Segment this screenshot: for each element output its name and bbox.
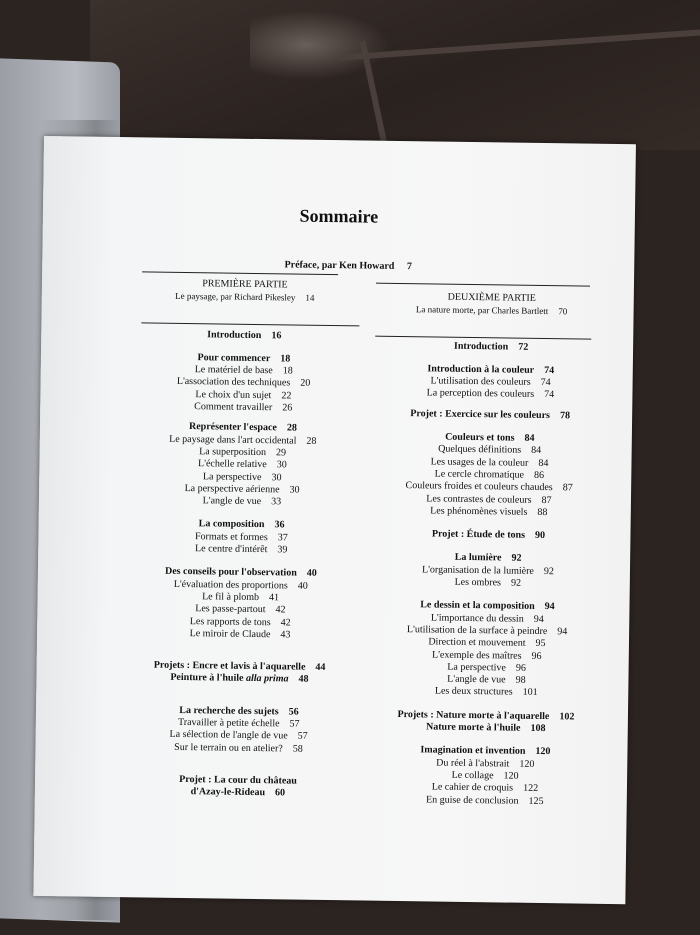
toc-label: Formats et formes: [194, 530, 268, 543]
toc-section: [370, 362, 610, 402]
page-title: Sommaire: [299, 205, 379, 227]
toc-page: 90: [534, 530, 546, 542]
toc-label: Projet : La cour du château: [179, 773, 297, 787]
toc-page: 84: [524, 432, 535, 444]
toc-section: [365, 744, 606, 809]
toc-page: 95: [535, 638, 546, 650]
toc-label: Les usages de la couleur: [430, 456, 529, 469]
toc-page: 122: [523, 782, 539, 795]
toc-page: 120: [535, 746, 551, 758]
toc-section: [116, 518, 366, 558]
toc-page: 125: [528, 795, 544, 807]
toc-label: Introduction à la couleur: [427, 363, 535, 376]
toc-page: 94: [557, 626, 568, 638]
toc-column-right: [365, 291, 612, 809]
toc-page: 57: [297, 730, 308, 743]
toc-page: 20: [300, 378, 311, 390]
toc-section: [368, 551, 608, 591]
toc-page: 57: [289, 718, 300, 730]
toc-column-left: [113, 277, 370, 801]
toc-label: La lumière: [454, 552, 502, 564]
toc-page: 40: [297, 580, 308, 592]
toc-label: Du réel à l'abstrait: [436, 757, 510, 770]
toc-page: 74: [540, 377, 551, 389]
toc-page: 40: [306, 568, 317, 580]
toc-label: Imagination et invention: [420, 744, 526, 758]
contents-page: [33, 136, 636, 904]
toc-label: Les deux structures: [434, 685, 513, 699]
toc-label: d'Azay-le-Rideau: [190, 786, 266, 799]
toc-label: Le choix d'un sujet: [195, 388, 272, 401]
toc-page: 108: [530, 722, 546, 735]
toc-label: Les contrastes de couleurs: [426, 492, 532, 506]
toc-page: 30: [276, 459, 287, 471]
toc-page: 30: [271, 471, 282, 483]
toc-label: La perspective: [447, 661, 506, 674]
toc-page: 72: [518, 341, 529, 353]
toc-label: Travailler à petite échelle: [177, 716, 280, 730]
toc-page: 18: [280, 353, 291, 365]
toc-label: Projets : Nature morte à l'aquarelle: [397, 708, 550, 722]
toc-page: 28: [306, 435, 317, 447]
toc-entry: [365, 793, 605, 809]
toc-page: 26: [282, 402, 293, 414]
toc-label: Couleurs froides et couleurs chaudes: [405, 480, 553, 494]
toc-page: 58: [292, 743, 303, 755]
preface-label: Préface, par Ken Howard: [284, 259, 395, 272]
toc-label: Introduction: [207, 328, 262, 341]
toc-page: 74: [544, 364, 555, 377]
toc-label: Le matériel de base: [194, 364, 273, 377]
toc-page: 92: [510, 577, 522, 589]
toc-label: Nature morte à l'huile: [425, 721, 521, 734]
toc-label: Représenter l'espace: [188, 421, 277, 434]
toc-label: Le dessin et la composition: [420, 599, 535, 613]
toc-page: 41: [268, 592, 280, 604]
toc-page: 101: [522, 687, 538, 699]
toc-section: [115, 565, 366, 642]
toc-page: 43: [280, 629, 291, 641]
toc-label: Le cercle chromatique: [434, 468, 525, 481]
toc-label: La perception des couleurs: [426, 387, 535, 401]
toc-label: Projets : Encre et lavis à l'aquarelle: [153, 659, 306, 673]
toc-label: Direction et mouvement: [428, 636, 526, 650]
toc-label-italic: alla prima: [245, 673, 289, 685]
divider-rule: [142, 271, 338, 275]
toc-label: La perspective: [202, 470, 262, 483]
part-heading: DEUXIÈME PARTIE: [447, 291, 536, 304]
toc-page: 92: [511, 553, 522, 565]
toc-label: Projet : Étude de tons: [431, 528, 526, 541]
toc-page: 39: [277, 544, 288, 556]
toc-section: [113, 704, 364, 757]
toc-label: En guise de conclusion: [425, 793, 519, 807]
part-subtitle-page: 70: [558, 306, 568, 317]
toc-page: 87: [541, 494, 552, 506]
toc-label: L'échelle relative: [197, 458, 267, 471]
toc-page: 16: [271, 329, 282, 341]
toc-page: 94: [544, 601, 555, 613]
toc-page: 42: [275, 604, 286, 616]
toc-section: [117, 420, 368, 510]
toc-page: 56: [288, 706, 299, 718]
toc-page: 96: [531, 650, 542, 662]
toc-label: L'utilisation des couleurs: [430, 375, 531, 389]
toc-page: 120: [519, 758, 535, 770]
toc-label: La recherche des sujets: [179, 704, 279, 718]
toc-page: 87: [562, 482, 573, 494]
toc-label: Le miroir de Claude: [189, 627, 271, 641]
toc-label: Sur le terrain ou en atelier?: [174, 741, 283, 755]
toc-page: 98: [515, 674, 526, 686]
toc-page: 33: [271, 496, 282, 508]
toc-label: Quelques définitions: [438, 443, 522, 457]
toc-label: La composition: [198, 518, 265, 531]
part-subtitle-label: La nature morte, par Charles Bartlett: [415, 304, 549, 317]
toc-page: 74: [544, 389, 555, 401]
toc-page: 102: [559, 710, 575, 723]
toc-label: Le fil à plomb: [202, 591, 260, 603]
toc-page: 78: [559, 410, 571, 422]
toc-label: Peinture à l'huile: [170, 672, 247, 685]
toc-label: Couleurs et tons: [445, 431, 515, 444]
toc-page: 28: [286, 422, 297, 434]
toc-label: Les phénomènes visuels: [430, 505, 528, 518]
toc-page: 42: [280, 616, 291, 629]
toc-page: 92: [543, 565, 554, 577]
toc-section: [366, 599, 607, 701]
toc-label: Les passe-partout: [195, 603, 266, 616]
toc-label: L'association des techniques: [176, 376, 291, 389]
toc-page: 84: [538, 457, 549, 469]
toc-page: 88: [537, 506, 548, 518]
preface-page: 7: [406, 261, 412, 273]
toc-label: L'évaluation des proportions: [173, 578, 288, 592]
toc-label: Le centre d'intérêt: [195, 543, 268, 556]
toc-page: 94: [533, 613, 544, 625]
floor-background: [90, 0, 700, 150]
toc-label: L'importance du dessin: [430, 612, 524, 625]
toc-label: Le collage: [451, 769, 494, 782]
toc-page: 29: [275, 447, 287, 459]
toc-label: La superposition: [199, 446, 267, 459]
toc-page: 96: [515, 662, 526, 674]
preface-line: [42, 256, 634, 275]
toc-label: Pour commencer: [197, 352, 271, 365]
toc-page: 60: [274, 787, 286, 799]
toc-page: 48: [298, 674, 309, 686]
toc-label: L'exemple des maîtres: [431, 648, 522, 662]
toc-page: 18: [282, 365, 293, 377]
toc-entry: [113, 785, 363, 801]
toc-label: La sélection de l'angle de vue: [169, 729, 288, 742]
toc-label: Les rapports de tons: [189, 615, 271, 628]
toc-page: 37: [277, 532, 288, 544]
toc-page: 120: [503, 770, 519, 782]
toc-label: Projet : Exercice sur les couleurs: [410, 407, 551, 421]
toc-label: Le paysage dans l'art occidental: [169, 433, 297, 447]
toc-label: Les ombres: [454, 576, 502, 589]
divider-rule: [376, 283, 590, 287]
part-heading: PREMIÈRE PARTIE: [202, 278, 288, 291]
part-subtitle-label: Le paysage, par Richard Pikesley: [175, 291, 296, 303]
toc-section: [118, 351, 369, 416]
toc-label: L'organisation de la lumière: [421, 564, 534, 577]
toc-page: 44: [315, 661, 326, 674]
toc-label: Introduction: [453, 340, 509, 353]
toc-page: 86: [533, 469, 545, 481]
part-subtitle-page: 14: [305, 292, 315, 304]
toc-label: L'angle de vue: [447, 673, 506, 686]
toc-label: L'utilisation de la surface à peindre: [406, 624, 548, 638]
toc-label: La perspective aérienne: [184, 482, 280, 496]
toc-label: L'angle de vue: [202, 495, 262, 508]
toc-label: Comment travailler: [194, 401, 273, 414]
toc-page: 30: [289, 484, 300, 496]
toc-page: 84: [531, 445, 542, 457]
toc-page: 36: [274, 519, 285, 531]
toc-page: 22: [281, 390, 292, 402]
toc-label: Le cahier de croquis: [431, 781, 514, 794]
toc-label: Des conseils pour l'observation: [164, 566, 297, 579]
toc-section: [369, 431, 610, 520]
